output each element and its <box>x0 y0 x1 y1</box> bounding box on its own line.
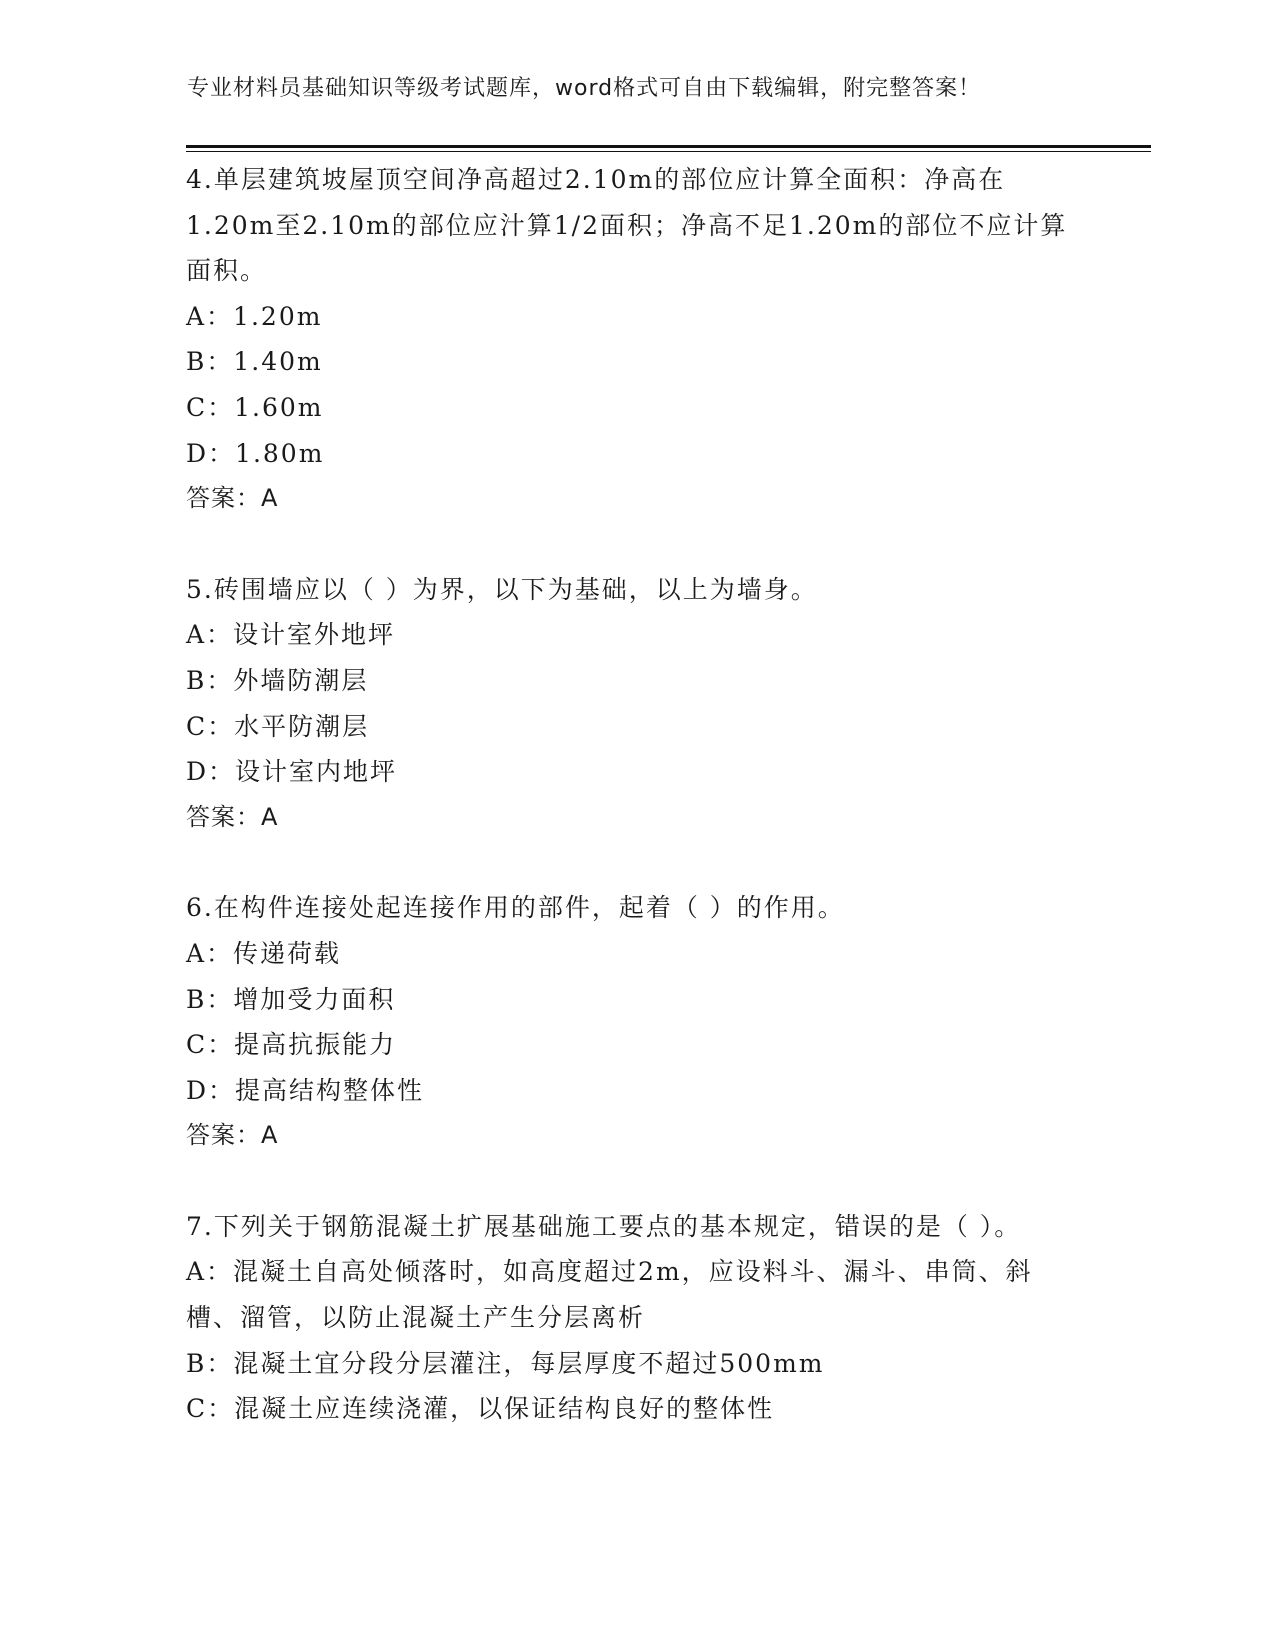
question-5 <box>186 567 1086 841</box>
answer: 答案：A <box>186 1121 279 1150</box>
option-c: C：提高抗振能力 <box>186 1030 397 1060</box>
option-d: D：设计室内地坪 <box>186 757 398 787</box>
option-d: D：提高结构整体性 <box>186 1075 425 1105</box>
page-header: 专业材料员基础知识等级考试题库，word格式可自由下载编辑，附完整答案！ <box>187 76 982 101</box>
option-a: A：设计室外地坪 <box>186 620 396 650</box>
option-b: B：混凝土宜分段分层灌注，每层厚度不超过500mm <box>186 1348 825 1378</box>
option-b: B：1.40m <box>186 347 323 377</box>
option-c: C：混凝土应连续浇灌，以保证结构良好的整体性 <box>186 1394 775 1424</box>
answer: 答案：A <box>186 802 279 831</box>
answer: 答案：A <box>186 484 279 513</box>
question-4 <box>186 157 1086 522</box>
question-stem: 6.在构件连接处起连接作用的部件，起着（ ）的作用。 <box>186 893 845 923</box>
option-a: A：1.20m <box>186 301 323 331</box>
option-b: B：增加受力面积 <box>186 984 396 1014</box>
question-stem: 7.下列关于钢筋混凝土扩展基础施工要点的基本规定，错误的是（ ）。 <box>186 1211 1022 1241</box>
option-d: D：1.80m <box>186 438 325 468</box>
header-rule-thin <box>186 151 1151 152</box>
option-b: B：外墙防潮层 <box>186 665 369 695</box>
question-stem: 4.单层建筑坡屋顶空间净高超过2.10m的部位应计算全面积：净高在1.20m至2.10m的部位应汁算1/2面积；净高不足1.20m的部位不应计算面积。 <box>186 165 1068 286</box>
option-a: A：传递荷载 <box>186 938 342 968</box>
question-6 <box>186 885 1086 1159</box>
question-stem: 5.砖围墙应以（ ）为界，以下为基础，以上为墙身。 <box>186 574 818 604</box>
question-7 <box>186 1204 1086 1432</box>
header-rule <box>186 145 1151 148</box>
option-c: C：水平防潮层 <box>186 711 370 741</box>
option-a: A：混凝土自高处倾落时，如高度超过2m，应设料斗、漏斗、串筒、斜槽、溜管，以防止混凝土产生分层离析 <box>186 1257 1033 1333</box>
option-c: C：1.60m <box>186 392 324 422</box>
question-list <box>186 157 1086 1432</box>
